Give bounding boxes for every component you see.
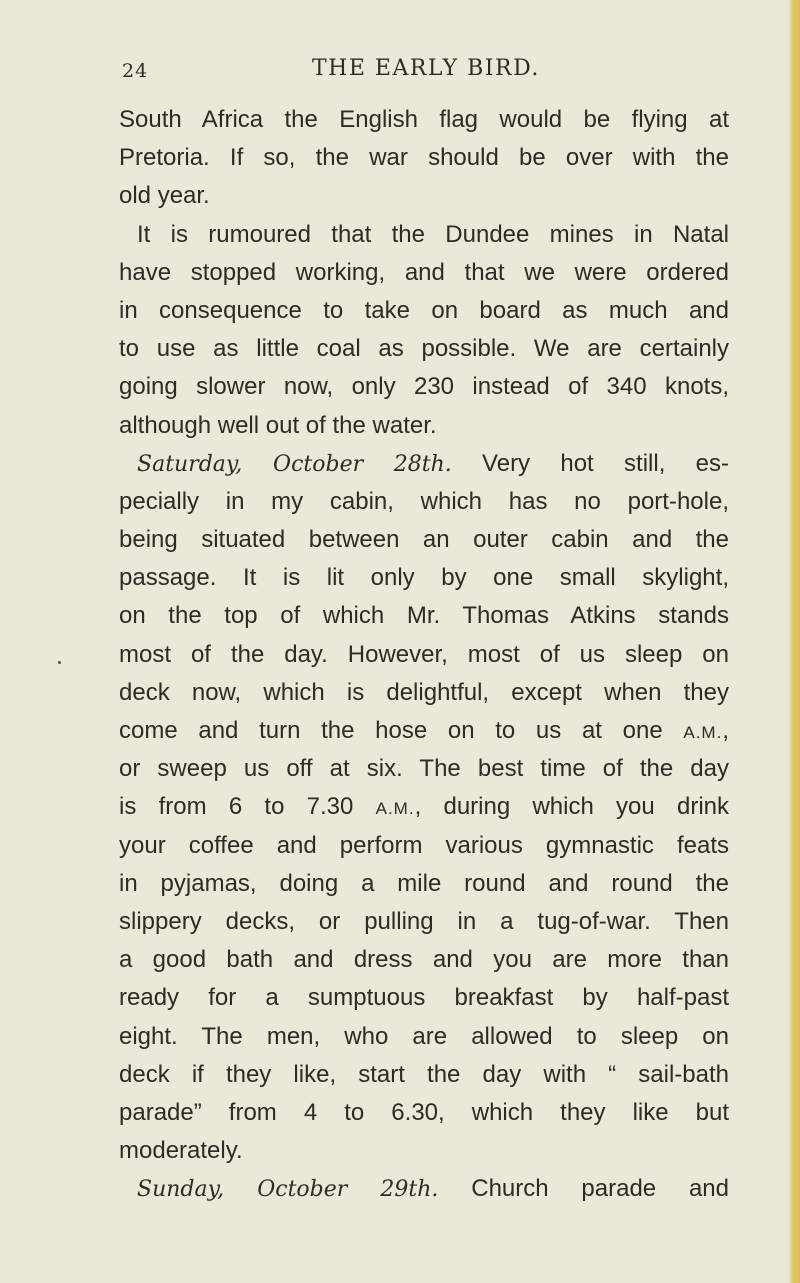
text-line-1: South Africa the English flag would be flying at	[119, 106, 729, 133]
line-text: ,	[722, 717, 729, 744]
line-text: Very hot still, es-	[451, 449, 729, 477]
ink-speck	[58, 661, 61, 664]
text-line-4: It is rumoured that the Dundee mines in Natal	[137, 220, 729, 248]
text-line-10	[119, 445, 729, 483]
diary-date: Sunday, October 29th.	[137, 1177, 439, 1203]
text-line-9: although well out of the water.	[119, 411, 437, 439]
text-line-15: most of the day. However, most of us sleep on	[119, 640, 729, 668]
text-line-16: deck now, which is delightful, except when they	[119, 678, 729, 706]
page-edge-gilt	[788, 0, 800, 1283]
text-line-14: on the top of which Mr. Thomas Atkins stands	[119, 602, 729, 630]
small-caps-am: A.M.	[683, 723, 723, 742]
text-line-28: moderately.	[119, 1137, 243, 1165]
text-line-6: in consequence to take on board as much and	[119, 296, 729, 324]
text-line-5: have stopped working, and that we were ordered	[119, 258, 729, 286]
text-line-27: parade” from 4 to 6.30, which they like but	[119, 1098, 729, 1126]
line-text: come and turn the hose on to us at one	[119, 717, 684, 744]
line-text: Church parade and	[438, 1175, 729, 1203]
text-line-7: to use as little coal as possible. We are certainly	[119, 335, 729, 363]
text-line-29	[119, 1170, 729, 1208]
text-line-20: your coffee and perform various gymnastic feats	[119, 831, 729, 859]
text-line-23: a good bath and dress and you are more than	[119, 946, 729, 974]
line-text: , during which you drink	[414, 793, 729, 821]
page-title: THE EARLY BIRD.	[312, 56, 540, 81]
text-line-3: old year.	[119, 182, 210, 210]
text-line-17	[119, 712, 729, 750]
line-text: is from 6 to 7.30	[119, 793, 376, 821]
text-line-13: passage. It is lit only by one small skylight,	[119, 564, 729, 592]
text-line-8: going slower now, only 230 instead of 340 knots,	[119, 373, 729, 401]
body-text	[119, 101, 729, 1208]
small-caps-am: A.M.	[375, 799, 415, 819]
text-line-19	[119, 788, 729, 826]
text-line-11: pecially in my cabin, which has no port-hole,	[119, 487, 729, 515]
text-line-24: ready for a sumptuous breakfast by half-past	[119, 984, 729, 1012]
page-number: 24	[122, 60, 149, 82]
text-line-12: being situated between an outer cabin and the	[119, 526, 729, 554]
running-head	[0, 52, 800, 86]
text-line-21: in pyjamas, doing a mile round and round the	[119, 869, 729, 897]
text-line-22: slippery decks, or pulling in a tug-of-war. Then	[119, 907, 729, 935]
diary-date: Saturday, October 28th.	[137, 451, 452, 477]
text-line-26: deck if they like, start the day with “ sail-bath	[119, 1060, 729, 1088]
text-line-18: or sweep us off at six. The best time of the day	[119, 755, 729, 783]
text-line-25: eight. The men, who are allowed to sleep on	[119, 1022, 729, 1050]
text-line-2: Pretoria. If so, the war should be over with the	[119, 144, 729, 172]
